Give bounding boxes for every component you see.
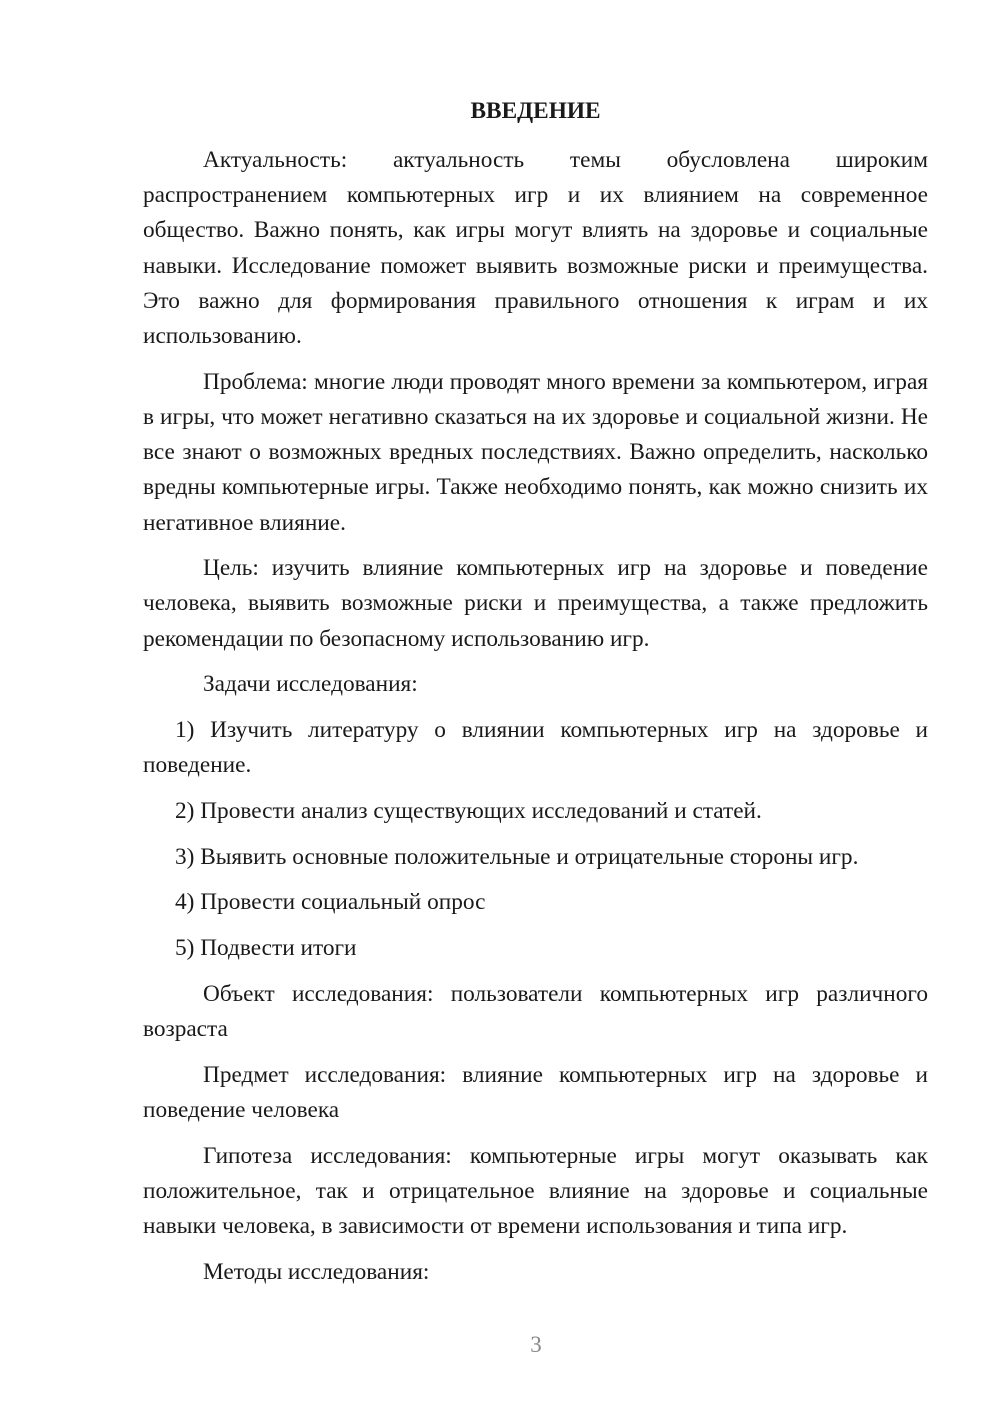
- paragraph-tasks-heading: Задачи исследования:: [203, 671, 418, 698]
- paragraph-goal: Цель: изучить влияние компьютерных игр на здоровье и поведение человека, выявить возможные риски и преимущества, а также предложить рекомендации по безопасному использованию игр.: [143, 555, 928, 652]
- paragraph-relevance: Актуальность: актуальность темы обусловлена широким распространением компьютерных игр и их влиянием на современное общество. Важно понять, как игры могут влиять на здоровье и социальные навыки. Исследование поможет выявить возможные риски и преимущества. Это важно для формирования правильного отношения к играм и их использованию.: [143, 147, 928, 350]
- paragraph-object: Объект исследования: пользователи компьютерных игр различного возраста: [143, 980, 928, 1042]
- page-number: 3: [530, 1332, 542, 1357]
- task-item: 2) Провести анализ существующих исследований и статей.: [175, 797, 762, 824]
- task-item: 5) Подвести итоги: [175, 935, 357, 962]
- task-item: 3) Выявить основные положительные и отрицательные стороны игр.: [175, 843, 859, 870]
- paragraph-problem: Проблема: многие люди проводят много времени за компьютером, играя в игры, что может негативно сказаться на их здоровье и социальной жизни. Не все знают о возможных вредных последствиях. Важно определить, насколько вредны компьютерные игры. Также необходимо понять, как можно снизить их негативное влияние.: [143, 368, 928, 536]
- paragraph-subject: Предмет исследования: влияние компьютерных игр на здоровье и поведение человека: [143, 1061, 928, 1123]
- document-page: [143, 94, 928, 1300]
- section-title: ВВЕДЕНИЕ: [470, 98, 601, 124]
- paragraph-methods: Методы исследования:: [203, 1258, 430, 1285]
- task-item: 4) Провести социальный опрос: [175, 889, 486, 916]
- paragraph-hypothesis: Гипотеза исследования: компьютерные игры могут оказывать как положительное, так и отрицательное влияние на здоровье и социальные навыки человека, в зависимости от времени использования и типа игр.: [143, 1142, 928, 1239]
- task-item: 1) Изучить литературу о влиянии компьютерных игр на здоровье и поведение.: [143, 717, 928, 779]
